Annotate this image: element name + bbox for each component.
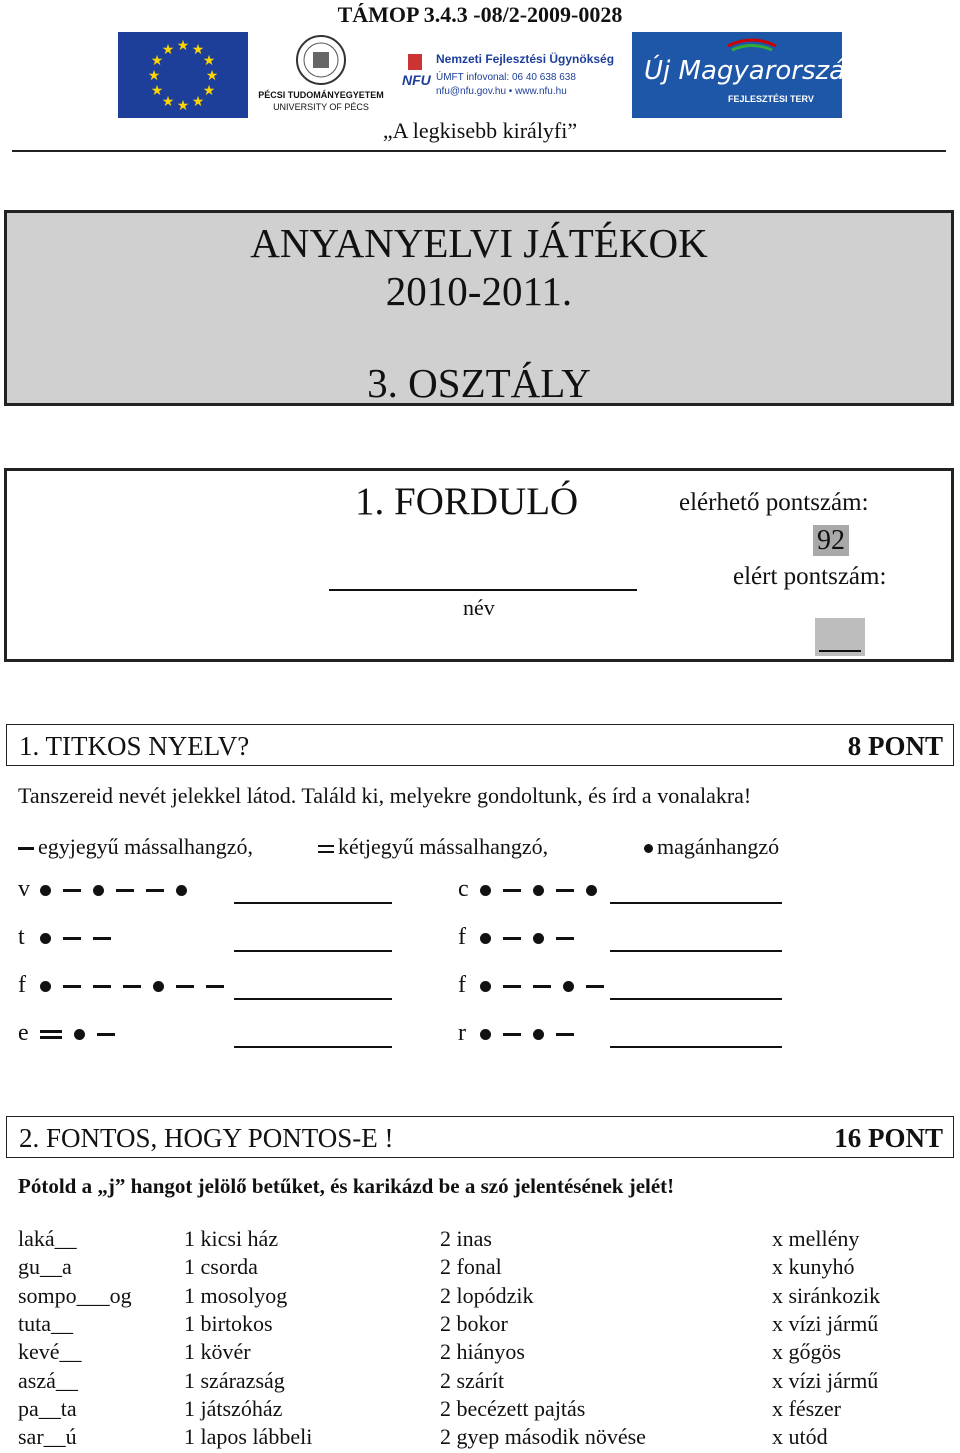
svg-text:★: ★ <box>176 99 190 114</box>
section2-header <box>6 1116 954 1158</box>
meaning-option-1[interactable]: 1 birtokos <box>184 1310 273 1336</box>
meaning-option-x[interactable]: x vízi jármű <box>772 1367 879 1393</box>
svg-text:★: ★ <box>147 69 161 84</box>
code-start-letter: c <box>458 876 469 902</box>
nfu-contact: nfu@nfu.gov.hu • www.nfu.hu <box>436 86 567 97</box>
meaning-option-1[interactable]: 1 lapos lábbeli <box>184 1424 313 1450</box>
single-consonant-symbol <box>586 985 604 988</box>
word-with-gap[interactable]: gu__a <box>18 1254 72 1280</box>
svg-text:★: ★ <box>191 43 205 58</box>
right-code-row <box>458 972 616 1002</box>
right-answer-line[interactable] <box>610 902 782 904</box>
single-consonant-symbol <box>123 985 141 988</box>
svg-text:★: ★ <box>150 84 164 99</box>
vowel-symbol <box>40 981 51 992</box>
legend-double-label: kétjegyű mássalhangzó, <box>338 834 549 859</box>
meaning-option-2[interactable]: 2 becézett pajtás <box>440 1395 586 1421</box>
meaning-option-x[interactable]: x fészer <box>772 1395 842 1421</box>
meaning-option-2[interactable]: 2 gyep második növése <box>440 1424 646 1450</box>
nfu-title: Nemzeti Fejlesztési Ügynökség <box>436 52 615 66</box>
right-code-row <box>458 876 609 906</box>
um-subtitle: FEJLESZTÉSI TERV <box>728 94 814 104</box>
section1-header <box>6 724 954 766</box>
pte-name: PÉCSI TUDOMÁNYEGYETEM <box>258 90 384 100</box>
svg-text:★: ★ <box>150 54 164 69</box>
single-consonant-symbol <box>503 985 521 988</box>
max-points-value: 92 <box>813 525 849 556</box>
meaning-option-x[interactable]: x gőgös <box>772 1339 842 1365</box>
legend-single-label: egyjegyű mássalhangzó, <box>38 834 254 859</box>
vowel-symbol <box>586 885 597 896</box>
single-consonant-symbol <box>206 985 224 988</box>
single-consonant-symbol <box>556 1033 574 1036</box>
um-title: Új Magyarország <box>644 56 862 86</box>
nfu-mark: NFU <box>402 72 431 88</box>
meaning-option-2[interactable]: 2 lopódzik <box>440 1282 534 1308</box>
legend-single <box>18 834 253 860</box>
word-with-gap[interactable]: sar__ú <box>18 1424 77 1450</box>
right-code-row <box>458 1020 586 1050</box>
nfu-logo <box>400 32 626 118</box>
meaning-option-1[interactable]: 1 kövér <box>184 1339 251 1365</box>
single-consonant-symbol <box>63 937 81 940</box>
header-divider <box>12 150 946 152</box>
left-code-row <box>18 924 123 954</box>
meaning-option-x[interactable]: x utód <box>772 1424 828 1450</box>
left-answer-line[interactable] <box>234 902 392 904</box>
double-consonant-symbol <box>40 1030 62 1039</box>
pecs-university-logo <box>258 32 384 118</box>
vowel-symbol <box>480 1029 491 1040</box>
left-answer-line[interactable] <box>234 950 392 952</box>
section1-title: 1. TITKOS NYELV? <box>19 731 250 761</box>
title-box <box>4 210 954 406</box>
meaning-option-2[interactable]: 2 szárít <box>440 1367 505 1393</box>
right-answer-line[interactable] <box>610 1046 782 1048</box>
meaning-option-x[interactable]: x siránkozik <box>772 1282 881 1308</box>
max-points-wrap <box>813 525 849 557</box>
svg-text:★: ★ <box>202 54 216 69</box>
single-consonant-symbol <box>63 985 81 988</box>
vowel-symbol <box>40 885 51 896</box>
code-start-letter: r <box>458 1020 466 1046</box>
vowel-symbol <box>74 1029 85 1040</box>
nfu-info: ÚMFT infovonal: 06 40 638 638 <box>436 72 576 83</box>
single-consonant-symbol <box>503 937 521 940</box>
uj-magyarorszag-logo <box>632 32 862 118</box>
section1-points: 8 PONT <box>847 731 943 761</box>
vowel-symbol <box>153 981 164 992</box>
right-answer-line[interactable] <box>610 998 782 1000</box>
legend-vowel-label: magánhangzó <box>657 834 780 859</box>
vowel-symbol <box>93 885 104 896</box>
name-label: név <box>463 595 495 620</box>
single-consonant-symbol <box>176 985 194 988</box>
word-with-gap[interactable]: kevé__ <box>18 1339 82 1365</box>
single-consonant-symbol <box>556 937 574 940</box>
word-with-gap[interactable]: aszá__ <box>18 1367 78 1393</box>
meaning-option-2[interactable]: 2 hiányos <box>440 1339 525 1365</box>
meaning-option-1[interactable]: 1 mosolyog <box>184 1282 288 1308</box>
svg-text:★: ★ <box>161 95 175 110</box>
legend-vowel <box>644 834 779 860</box>
achieved-points-label: elért pontszám: <box>733 563 887 590</box>
meaning-option-1[interactable]: 1 játszóház <box>184 1395 283 1421</box>
section2-instruction: Pótold a „j” hangot jelölő betűket, és karikázd be a szó jelentésének jelét! <box>18 1174 675 1198</box>
single-consonant-icon <box>18 847 34 850</box>
eu-flag-logo <box>118 32 248 118</box>
single-consonant-symbol <box>63 889 81 892</box>
section1-instruction: Tanszereid nevét jelekkel látod. Találd ki, melyekre gondoltunk, és írd a vonalakra! <box>18 783 752 808</box>
single-consonant-symbol <box>533 985 551 988</box>
legend-double <box>318 834 548 860</box>
round-title: 1. FORDULÓ <box>355 480 579 523</box>
left-code-row <box>18 972 236 1002</box>
title-year: 2010-2011. <box>385 268 573 314</box>
single-consonant-symbol <box>93 985 111 988</box>
code-start-letter: t <box>18 924 25 950</box>
meaning-option-2[interactable]: 2 inas <box>440 1226 492 1251</box>
word-with-gap[interactable]: sompo___og <box>18 1282 132 1308</box>
svg-text:★: ★ <box>191 95 205 110</box>
title-grade: 3. OSZTÁLY <box>367 360 591 406</box>
achieved-points-field[interactable] <box>815 618 865 656</box>
vowel-symbol <box>176 885 187 896</box>
svg-text:★: ★ <box>205 69 219 84</box>
code-start-letter: f <box>458 972 466 998</box>
round-box <box>4 468 954 662</box>
meaning-option-2[interactable]: 2 fonal <box>440 1254 502 1280</box>
vowel-symbol <box>480 981 491 992</box>
vowel-icon <box>644 844 653 853</box>
code-start-letter: e <box>18 1020 29 1046</box>
meaning-option-1[interactable]: 1 kicsi ház <box>184 1226 279 1251</box>
meaning-option-x[interactable]: x mellény <box>772 1226 860 1251</box>
left-answer-line[interactable] <box>234 1046 392 1048</box>
vowel-symbol <box>480 933 491 944</box>
left-answer-line[interactable] <box>234 998 392 1000</box>
vowel-symbol <box>533 933 544 944</box>
left-code-row <box>18 1020 127 1050</box>
svg-text:★: ★ <box>161 43 175 58</box>
double-consonant-icon <box>318 845 334 853</box>
single-consonant-symbol <box>93 937 111 940</box>
vowel-symbol <box>563 981 574 992</box>
word-with-gap[interactable]: tuta__ <box>18 1310 73 1336</box>
single-consonant-symbol <box>503 889 521 892</box>
max-points-label: elérhető pontszám: <box>679 489 869 516</box>
word-with-gap[interactable]: pa__ta <box>18 1395 77 1421</box>
code-start-letter: f <box>458 924 466 950</box>
pte-name-en: UNIVERSITY OF PÉCS <box>273 102 369 112</box>
meaning-option-1[interactable]: 1 csorda <box>184 1254 258 1280</box>
word-with-gap[interactable]: laká__ <box>18 1226 77 1251</box>
meaning-option-x[interactable]: x vízi jármű <box>772 1310 879 1336</box>
meaning-option-x[interactable]: x kunyhó <box>772 1254 855 1280</box>
code-start-letter: f <box>18 972 26 998</box>
vowel-symbol <box>40 933 51 944</box>
vowel-symbol <box>480 885 491 896</box>
single-consonant-symbol <box>146 889 164 892</box>
vowel-symbol <box>533 1029 544 1040</box>
code-start-letter: v <box>18 876 30 902</box>
single-consonant-symbol <box>503 1033 521 1036</box>
section2-title: 2. FONTOS, HOGY PONTOS-E ! <box>19 1123 394 1153</box>
left-code-row <box>18 876 199 906</box>
vowel-symbol <box>533 885 544 896</box>
single-consonant-symbol <box>116 889 134 892</box>
name-line[interactable] <box>329 589 637 591</box>
right-code-row <box>458 924 586 954</box>
title-line-1: ANYANYELVI JÁTÉKOK <box>250 220 708 266</box>
svg-text:★: ★ <box>176 39 190 54</box>
meaning-option-1[interactable]: 1 szárazság <box>184 1367 285 1393</box>
right-answer-line[interactable] <box>610 950 782 952</box>
single-consonant-symbol <box>556 889 574 892</box>
project-id: TÁMOP 3.4.3 -08/2-2009-0028 <box>337 2 623 27</box>
meaning-option-2[interactable]: 2 bokor <box>440 1310 508 1336</box>
single-consonant-symbol <box>97 1033 115 1036</box>
svg-text:★: ★ <box>202 84 216 99</box>
section2-points: 16 PONT <box>834 1123 943 1153</box>
subtitle: „A legkisebb királyfi” <box>382 118 578 143</box>
